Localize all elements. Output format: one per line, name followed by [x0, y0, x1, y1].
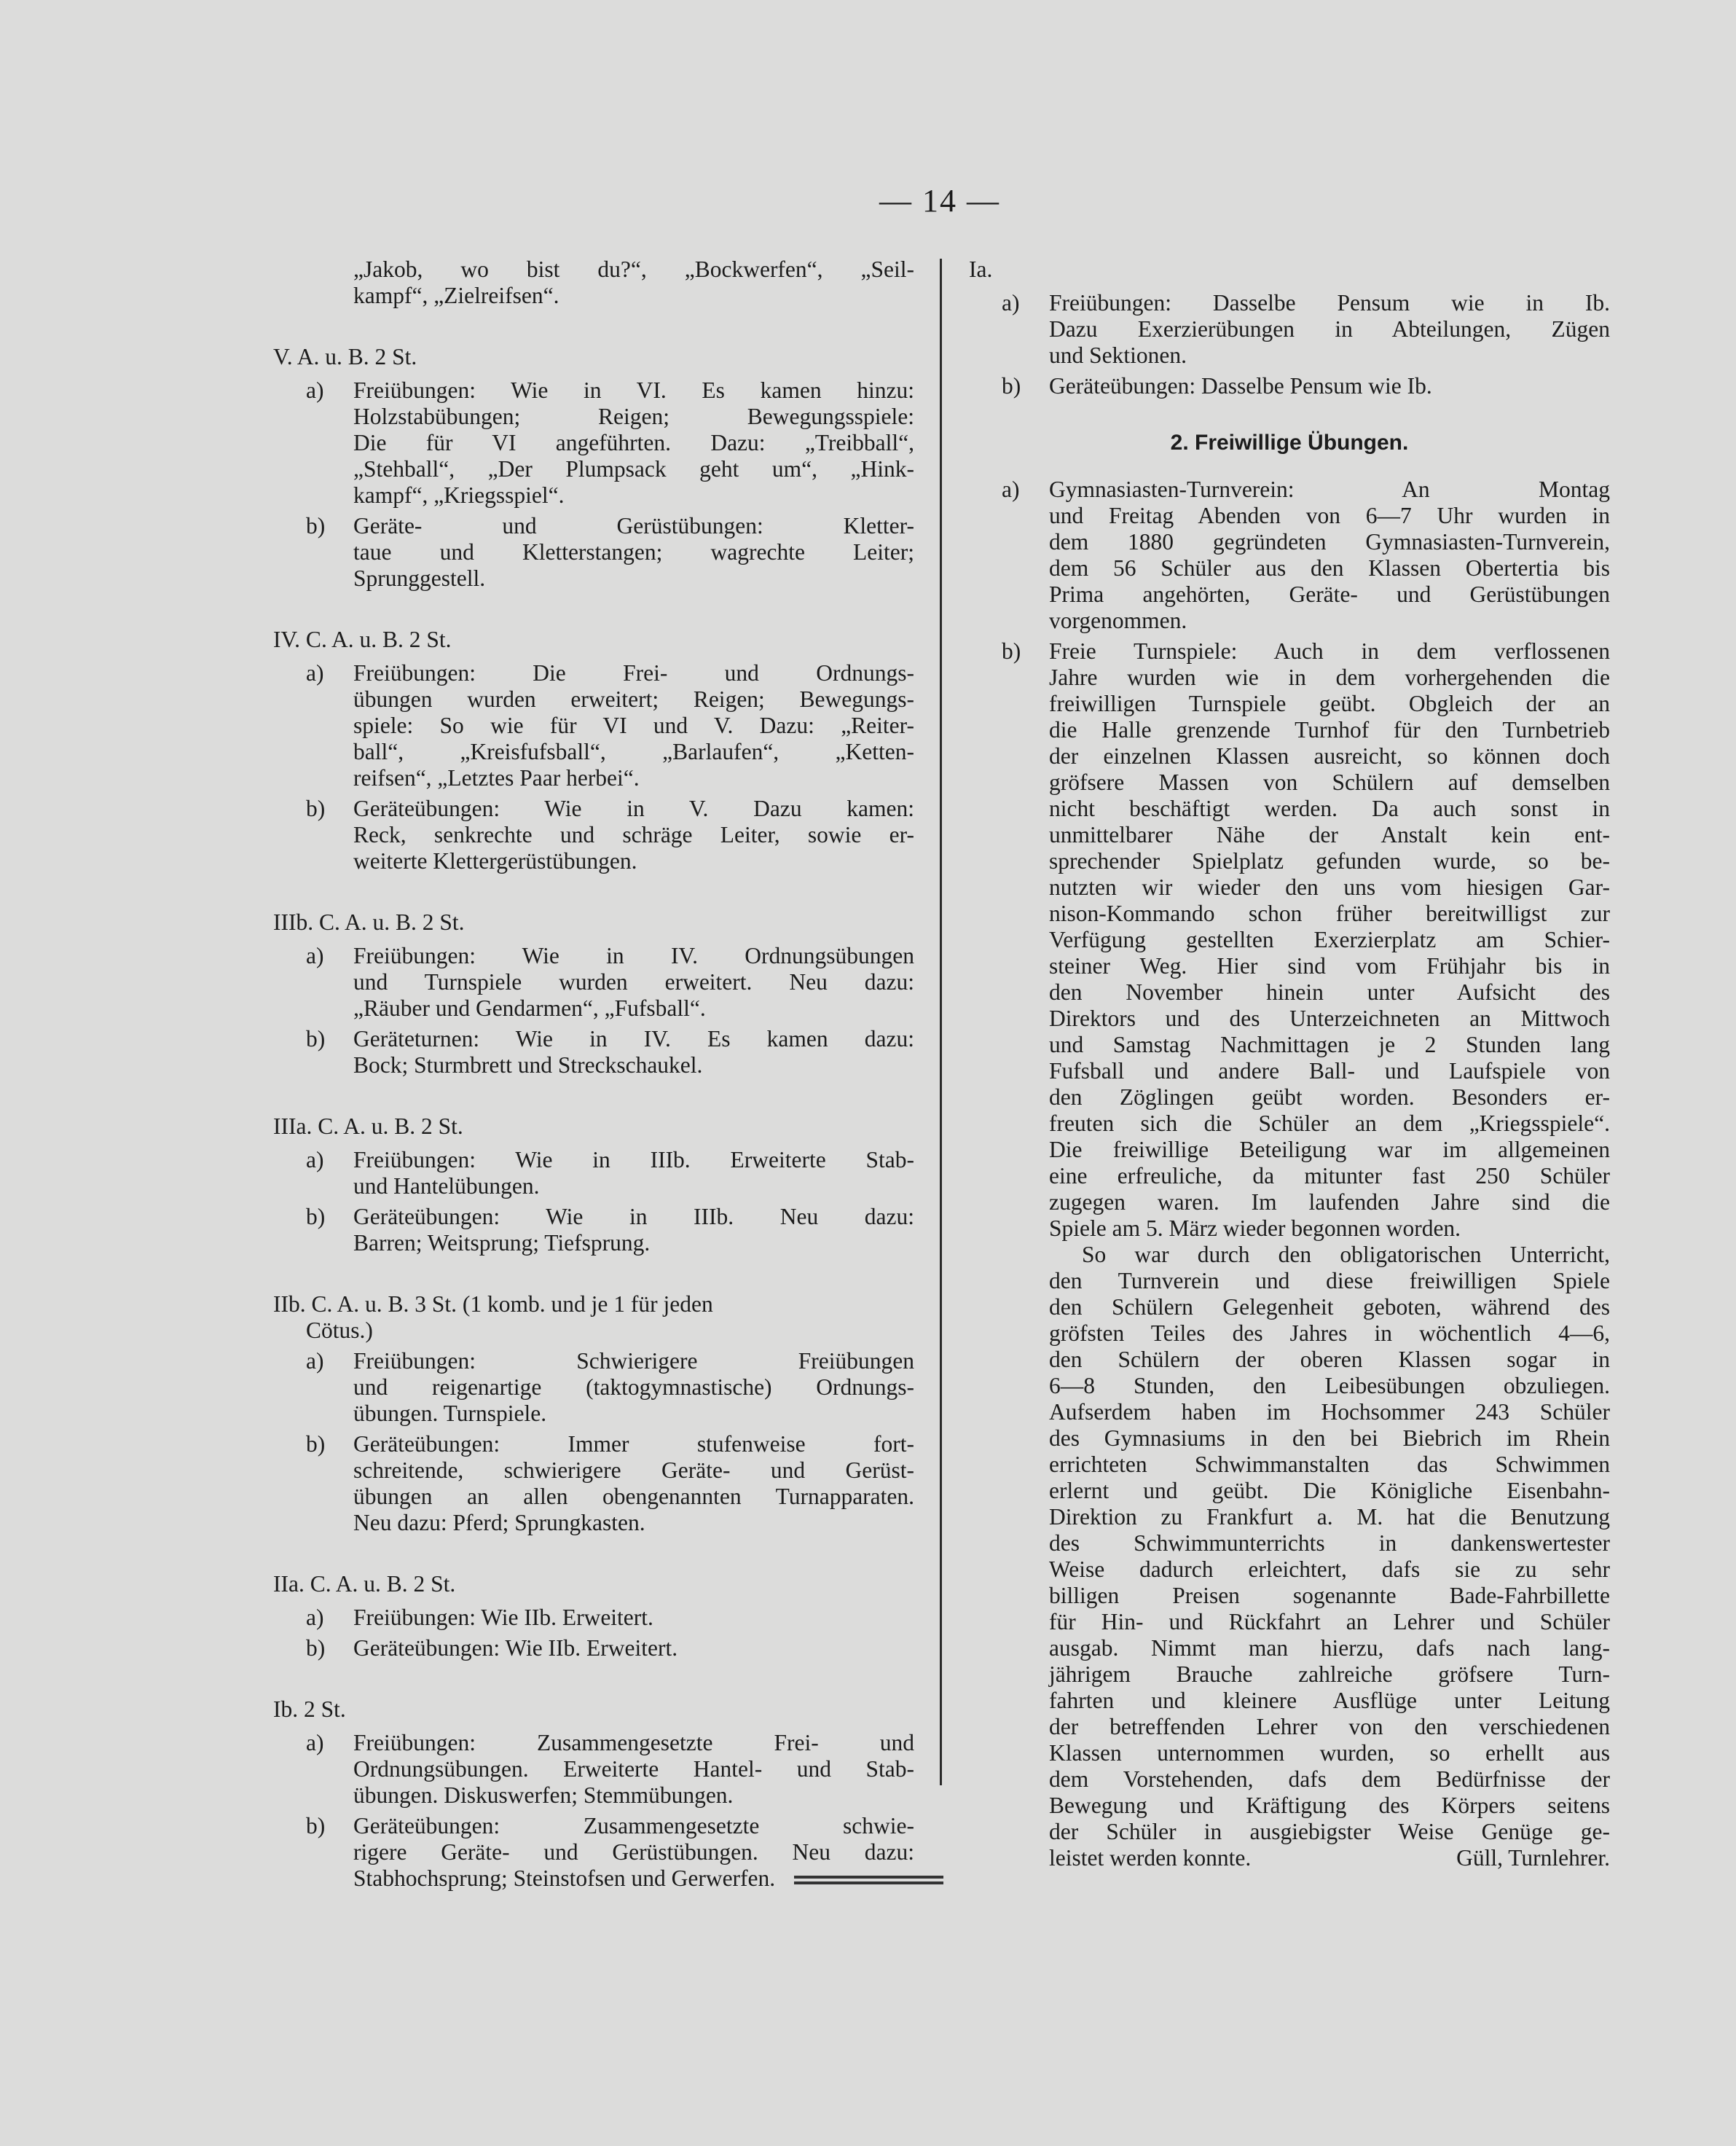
text-line: kampf“, „Zielreifsen“.: [353, 283, 559, 308]
section-heading-continued: Cötus.): [306, 1317, 373, 1343]
text-line: schreitende, schwierigere Geräte- und Gerüst-: [353, 1457, 914, 1483]
text-line: Spiele am 5. März wieder begonnen worden.: [1049, 1215, 1461, 1241]
text-line: den Zöglingen geübt worden. Besonders er-: [1049, 1084, 1610, 1110]
text-line: Barren; Weitsprung; Tiefsprung.: [353, 1230, 651, 1256]
text-line: Freie Turnspiele: Auch in dem verflossenen: [1049, 638, 1610, 664]
text-line: Dazu Exerzierübungen in Abteilungen, Zügen: [1049, 316, 1610, 342]
text-line: und Turnspiele wurden erweitert. Neu dazu:: [353, 969, 914, 995]
text-line: zugegen waren. Im laufenden Jahre sind die: [1049, 1189, 1610, 1215]
text-line: Freiübungen: Wie in VI. Es kamen hinzu:: [353, 377, 914, 403]
text-line: steiner Weg. Hier sind vom Frühjahr bis in: [1049, 953, 1610, 979]
text-line: Verfügung gestellten Exerzierplatz am Schier-: [1049, 927, 1610, 952]
list-item: [273, 513, 914, 592]
intro-paragraph: [273, 256, 914, 309]
text-line: dem Vorstehenden, dafs dem Bedürfnisse der: [1049, 1766, 1610, 1792]
list-item: [273, 1026, 914, 1078]
text-line: kampf“, „Kriegsspiel“.: [353, 482, 565, 508]
text-line: Freiübungen: Wie IIb. Erweitert.: [353, 1605, 653, 1630]
section-heading: V. A. u. B. 2 St.: [273, 344, 417, 369]
item-label: b): [306, 1026, 326, 1052]
section-heading: Ib. 2 St.: [273, 1696, 346, 1722]
text-line: des Schwimmunterrichts in dankenswertester: [1049, 1530, 1610, 1556]
text-line: Direktors und des Unterzeichneten an Mittwoch: [1049, 1006, 1610, 1031]
list-item: [273, 1813, 914, 1892]
text-line: Reck, senkrechte und schräge Leiter, sowie er-: [353, 822, 914, 847]
text-line: „Stehball“, „Der Plumpsack geht um“, „Hink-: [353, 456, 914, 482]
text-line: dem 1880 gegründeten Gymnasiasten-Turnverein,: [1049, 529, 1610, 555]
text-line: Sprunggestell.: [353, 565, 486, 591]
text-line: und Samstag Nachmittagen je 2 Stunden lang: [1049, 1032, 1610, 1057]
section-heading: Ia.: [969, 256, 993, 282]
text-line: „Jakob, wo bist du?“, „Bockwerfen“, „Seil-: [353, 256, 914, 282]
text-line: Freiübungen: Dasselbe Pensum wie in Ib.: [1049, 290, 1610, 316]
text-line: übungen. Diskuswerfen; Stemmübungen.: [353, 1782, 734, 1808]
text-line: Freiübungen: Schwierigere Freiübungen: [353, 1348, 914, 1374]
text-line: übungen wurden erweitert; Reigen; Bewegungs-: [353, 686, 914, 712]
text-line: Aufserdem haben im Hochsommer 243 Schüler: [1049, 1399, 1610, 1425]
text-line: Bock; Sturmbrett und Streckschaukel.: [353, 1052, 703, 1078]
text-line: der einzelnen Klassen ausreicht, so können doch: [1049, 743, 1610, 769]
list-item: [273, 1635, 914, 1661]
right-column: [969, 256, 1610, 1871]
text-line: Gymnasiasten-Turnverein: An Montag: [1049, 477, 1610, 502]
text-line: taue und Kletterstangen; wagrechte Leiter;: [353, 539, 914, 565]
item-label: a): [306, 377, 324, 403]
text-line: der Schüler in ausgiebigster Weise Genüge ge-: [1049, 1819, 1610, 1844]
end-rule-top: [794, 1876, 943, 1879]
item-label: a): [306, 1605, 324, 1630]
text-line: unmittelbarer Nähe der Anstalt kein ent-: [1049, 822, 1610, 847]
text-line: den Schülern der oberen Klassen sogar in: [1049, 1347, 1610, 1372]
text-line: für Hin- und Rückfahrt an Lehrer und Schüler: [1049, 1609, 1610, 1634]
item-label: a): [306, 1730, 324, 1755]
text-line: Jahre wurden wie in dem vorhergehenden die: [1049, 665, 1610, 690]
signature: Güll, Turnlehrer.: [1456, 1845, 1610, 1871]
item-label: b): [1002, 373, 1021, 399]
text-line: jährigem Brauche zahlreiche gröfsere Turn-: [1049, 1661, 1610, 1687]
text-line: errichteten Schwimmanstalten das Schwimmen: [1049, 1452, 1610, 1477]
list-item: [273, 943, 914, 1022]
item-label: b): [306, 796, 326, 821]
text-line: und Sektionen.: [1049, 342, 1187, 368]
text-line: Geräteübungen: Immer stufenweise fort-: [353, 1431, 914, 1457]
text-line: ausgab. Nimmt man hierzu, dafs nach lang-: [1049, 1635, 1610, 1661]
text-line: den Turnverein und diese freiwilligen Spiele: [1049, 1268, 1610, 1293]
text-line: Geräteübungen: Wie in V. Dazu kamen:: [353, 796, 914, 821]
text-line: Direktion zu Frankfurt a. M. hat die Benutzung: [1049, 1504, 1610, 1530]
text-line: So war durch den obligatorischen Unterricht,: [1082, 1242, 1610, 1267]
signature-line: [1049, 1845, 1610, 1871]
item-label: a): [306, 1147, 324, 1172]
text-line: Geräte- und Gerüstübungen: Kletter-: [353, 513, 914, 539]
item-label: a): [306, 660, 324, 686]
text-line: spiele: So wie für VI und V. Dazu: „Reiter-: [353, 713, 914, 738]
section-heading: IIIa. C. A. u. B. 2 St.: [273, 1113, 463, 1139]
text-line: Freiübungen: Wie in IV. Ordnungsübungen: [353, 943, 914, 968]
text-line: Holzstabübungen; Reigen; Bewegungsspiele:: [353, 404, 914, 429]
list-item: [273, 377, 914, 509]
list-item: [273, 1204, 914, 1256]
item-label: b): [1002, 638, 1021, 664]
text-line: gröfsten Teiles des Jahres in wöchentlich 4—6,: [1049, 1320, 1610, 1346]
text-line: nutzten wir wieder den uns vom hiesigen Gar-: [1049, 874, 1610, 900]
text-line: Fufsball und andere Ball- und Laufspiele von: [1049, 1058, 1610, 1084]
text-line: „Räuber und Gendarmen“, „Fufsball“.: [353, 995, 706, 1021]
text-line: Klassen unternommen wurden, so erhellt aus: [1049, 1740, 1610, 1766]
list-item: [273, 660, 914, 791]
section-heading: IIa. C. A. u. B. 2 St.: [273, 1571, 456, 1597]
text-line: und Freitag Abenden von 6—7 Uhr wurden in: [1049, 503, 1610, 528]
list-item: [273, 1730, 914, 1809]
list-item: [969, 638, 1610, 1242]
section-heading: IIb. C. A. u. B. 3 St. (1 komb. und je 1 für jeden: [273, 1291, 713, 1317]
text-line: billigen Preisen sogenannte Bade-Fahrbillette: [1049, 1583, 1610, 1608]
text-line: Geräteturnen: Wie in IV. Es kamen dazu:: [353, 1026, 914, 1052]
list-item: [969, 290, 1610, 369]
text-line: übungen. Turnspiele.: [353, 1401, 547, 1426]
text-line: freuten sich die Schüler an dem „Kriegsspiele“.: [1049, 1111, 1610, 1136]
text-line: den November hinein unter Aufsicht des: [1049, 979, 1610, 1005]
end-rule-bottom: [794, 1881, 943, 1884]
text-line: Die für VI angeführten. Dazu: „Treibball“,: [353, 430, 914, 455]
subsection-heading: 2. Freiwillige Übungen.: [1170, 431, 1409, 455]
text-line: übungen an allen obengenannten Turnapparaten.: [353, 1484, 914, 1509]
left-column: [273, 256, 914, 1892]
text-line: leistet werden konnte.: [1049, 1845, 1252, 1871]
text-line: Bewegung und Kräftigung des Körpers seitens: [1049, 1793, 1610, 1818]
text-line: dem 56 Schüler aus den Klassen Obertertia bis: [1049, 555, 1610, 581]
closing-paragraph: [969, 1242, 1610, 1871]
section-heading: IIIb. C. A. u. B. 2 St.: [273, 909, 465, 935]
item-label: b): [306, 1431, 326, 1457]
text-line: 6—8 Stunden, den Leibesübungen obzuliegen.: [1049, 1373, 1610, 1398]
text-line: des Gymnasiums in den bei Biebrich im Rhein: [1049, 1425, 1610, 1451]
list-item: [969, 477, 1610, 634]
text-line: der betreffenden Lehrer von den verschiedenen: [1049, 1714, 1610, 1739]
text-line: Geräteübungen: Wie IIb. Erweitert.: [353, 1635, 678, 1661]
text-line: Freiübungen: Die Frei- und Ordnungs-: [353, 660, 914, 686]
text-line: Geräteübungen: Wie in IIIb. Neu dazu:: [353, 1204, 914, 1229]
page-number: — 14 —: [879, 183, 1000, 219]
item-label: b): [306, 1635, 326, 1661]
item-label: a): [1002, 477, 1020, 502]
text-line: rigere Geräte- und Gerüstübungen. Neu dazu:: [353, 1839, 914, 1865]
text-line: Neu dazu: Pferd; Sprungkasten.: [353, 1510, 645, 1535]
text-line: ball“, „Kreisfufsball“, „Barlaufen“, „Ketten-: [353, 739, 914, 764]
list-item: [273, 1147, 914, 1199]
text-line: und reigenartige (taktogymnastische) Ordnungs-: [353, 1374, 914, 1400]
text-line: freiwilligen Turnspiele geübt. Obgleich der an: [1049, 691, 1610, 716]
text-line: Freiübungen: Zusammengesetzte Frei- und: [353, 1730, 914, 1755]
text-line: und Hantelübungen.: [353, 1173, 540, 1199]
list-item: [969, 373, 1610, 399]
list-item: [273, 1348, 914, 1427]
text-line: Ordnungsübungen. Erweiterte Hantel- und Stab-: [353, 1756, 914, 1782]
text-line: Geräteübungen: Zusammengesetzte schwie-: [353, 1813, 914, 1838]
text-line: die Halle grenzende Turnhof für den Turnbetrieb: [1049, 717, 1610, 743]
text-line: vorgenommen.: [1049, 608, 1187, 633]
text-line: nicht beschäftigt werden. Da auch sonst in: [1049, 796, 1610, 821]
item-label: a): [306, 943, 324, 968]
list-item: [273, 1605, 914, 1631]
section-heading: IV. C. A. u. B. 2 St.: [273, 627, 452, 652]
text-line: Prima angehörten, Geräte- und Gerüstübungen: [1049, 581, 1610, 607]
text-line: sprechender Spielplatz gefunden wurde, so be-: [1049, 848, 1610, 874]
item-label: a): [306, 1348, 324, 1374]
item-label: b): [306, 1813, 326, 1838]
list-item: [273, 1431, 914, 1536]
text-line: erlernt und geübt. Die Königliche Eisenbahn-: [1049, 1478, 1610, 1503]
text-line: reifsen“, „Letztes Paar herbei“.: [353, 765, 640, 791]
item-label: b): [306, 513, 326, 539]
item-label: b): [306, 1204, 326, 1229]
column-divider: [940, 259, 942, 1785]
text-line: Weise dadurch erleichtert, dafs sie zu sehr: [1049, 1556, 1610, 1582]
item-label: a): [1002, 290, 1020, 316]
text-line: weiterte Klettergerüstübungen.: [353, 848, 637, 874]
text-line: gröfsere Massen von Schülern auf demselben: [1049, 769, 1610, 795]
text-line: fahrten und kleinere Ausflüge unter Leitung: [1049, 1688, 1610, 1713]
text-line: den Schülern Gelegenheit geboten, während des: [1049, 1294, 1610, 1320]
text-line: Die freiwillige Beteiligung war im allgemeinen: [1049, 1137, 1610, 1162]
text-line: Stabhochsprung; Steinstofsen und Gerwerfen.: [353, 1865, 776, 1891]
text-line: nison-Kommando schon früher bereitwilligst zur: [1049, 901, 1610, 926]
text-line: Freiübungen: Wie in IIIb. Erweiterte Stab-: [353, 1147, 914, 1172]
text-line: Geräteübungen: Dasselbe Pensum wie Ib.: [1049, 373, 1432, 399]
text-line: eine erfreuliche, da mitunter fast 250 Schüler: [1049, 1163, 1610, 1188]
list-item: [273, 796, 914, 874]
